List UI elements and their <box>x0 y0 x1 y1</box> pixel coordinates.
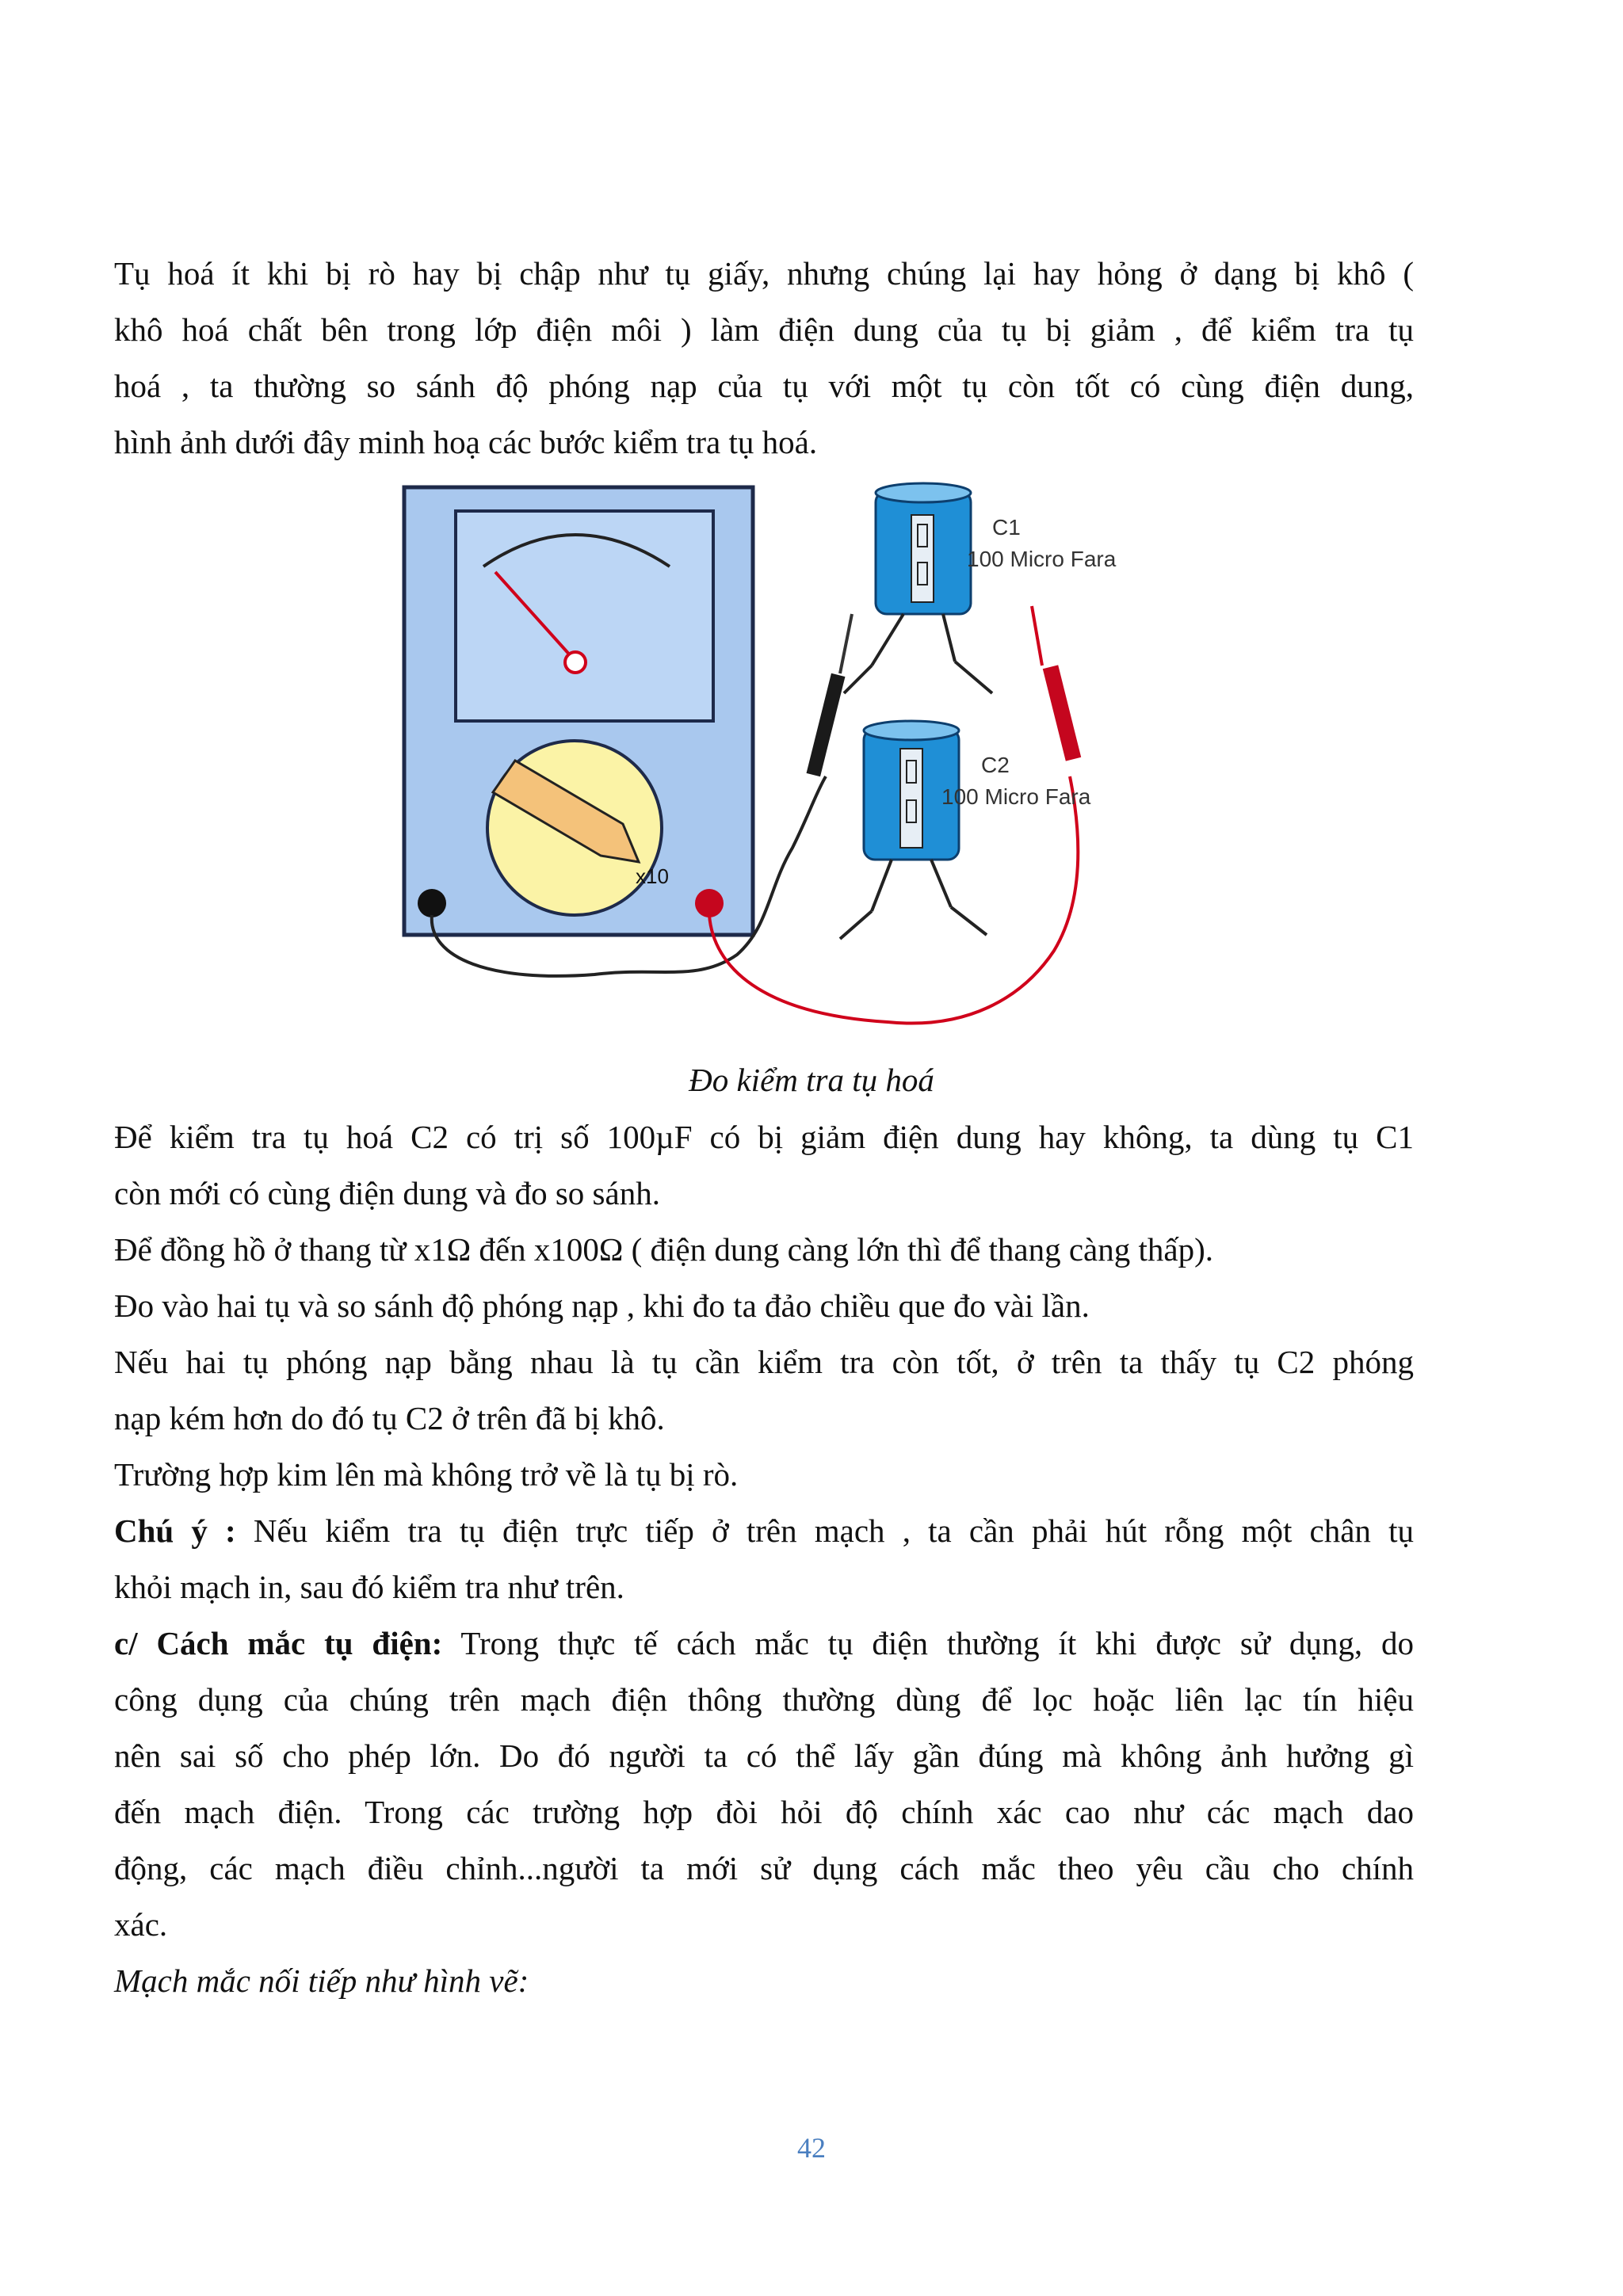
text-line: động, các mạch điều chỉnh...người ta mới sử dụng cách mắc theo yêu cầu cho chính <box>114 1850 1414 1886</box>
figure-caption: Đo kiểm tra tụ hoá <box>689 1062 934 1098</box>
text-line: Đo vào hai tụ và so sánh độ phóng nạp , khi đo ta đảo chiều que đo vài lần. <box>114 1287 1090 1324</box>
text-line: Để đồng hồ ở thang từ x1Ω đến x100Ω ( điện dung càng lớn thì để thang càng thấp). <box>114 1231 1213 1268</box>
text-line: xác. <box>114 1906 168 1943</box>
red-probe-tip <box>1032 606 1042 666</box>
text-line: còn mới có cùng điện dung và đo so sánh. <box>114 1175 660 1211</box>
text-line: Tụ hoá ít khi bị rò hay bị chập như tụ giấy, nhưng chúng lại hay hỏng ở dạng bị khô ( <box>114 255 1414 292</box>
capacitor-c1-value: 100 Micro Fara <box>967 547 1117 571</box>
text-line: hoá , ta thường so sánh độ phóng nạp của tụ với một tụ còn tốt có cùng điện dung, <box>114 368 1414 404</box>
note-label: Chú ý : <box>114 1512 236 1549</box>
text-line: Trường hợp kim lên mà không trở về là tụ bị rò. <box>114 1456 739 1493</box>
text-line: khô hoá chất bên trong lớp điện môi ) làm điện dung của tụ bị giảm , để kiểm tra tụ <box>114 311 1414 348</box>
note-text: Nếu kiểm tra tụ điện trực tiếp ở trên mạch , ta cần phải hút rỗng một chân tụ <box>235 1512 1414 1549</box>
text-line: Để kiểm tra tụ hoá C2 có trị số 100µF có bị giảm điện dung hay không, ta dùng tụ C1 <box>114 1119 1414 1155</box>
text-line: khỏi mạch in, sau đó kiểm tra như trên. <box>114 1569 624 1605</box>
positive-terminal <box>695 889 724 917</box>
page-number: 42 <box>797 2132 826 2164</box>
text-line: đến mạch điện. Trong các trường hợp đòi hỏi độ chính xác cao như các mạch dao <box>114 1794 1414 1830</box>
text-line: nạp kém hơn do đó tụ C2 ở trên đã bị khô. <box>114 1400 665 1436</box>
italic-subheading: Mạch mắc nối tiếp như hình vẽ: <box>114 1962 529 1999</box>
capacitor-c1-label: C1 <box>992 515 1021 540</box>
black-probe-tip <box>840 614 852 673</box>
needle-pivot <box>565 652 586 673</box>
dial-label: x10 <box>636 864 669 888</box>
capacitor-c1-stripe <box>911 515 934 602</box>
meter-display <box>456 511 713 721</box>
common-terminal <box>418 889 446 917</box>
black-probe-handle <box>807 673 846 776</box>
text-line: Nếu hai tụ phóng nạp bằng nhau là tụ cần kiểm tra còn tốt, ở trên ta thấy tụ C2 phóng <box>114 1344 1414 1380</box>
capacitor-c2-stripe <box>900 749 922 848</box>
section-heading-line <box>114 1615 1414 1672</box>
text-line: hình ảnh dưới đây minh hoạ các bước kiểm tra tụ hoá. <box>114 424 818 460</box>
section-text: Trong thực tế cách mắc tụ điện thường ít khi được sử dụng, do <box>442 1625 1414 1661</box>
text-line: nên sai số cho phép lớn. Do đó người ta có thể lấy gần đúng mà không ảnh hưởng gì <box>114 1737 1414 1774</box>
body-paragraphs <box>114 1109 1414 2009</box>
red-probe-handle <box>1043 665 1081 761</box>
intro-paragraph <box>114 246 1414 471</box>
section-heading: c/ Cách mắc tụ điện: <box>114 1625 443 1661</box>
capacitor-test-figure <box>396 475 1157 1030</box>
capacitor-c2-value: 100 Micro Fara <box>941 784 1091 809</box>
text-line: công dụng của chúng trên mạch điện thông thường dùng để lọc hoặc liên lạc tín hiệu <box>114 1681 1414 1718</box>
note-line <box>114 1503 1414 1559</box>
capacitor-c2-label: C2 <box>981 753 1010 777</box>
